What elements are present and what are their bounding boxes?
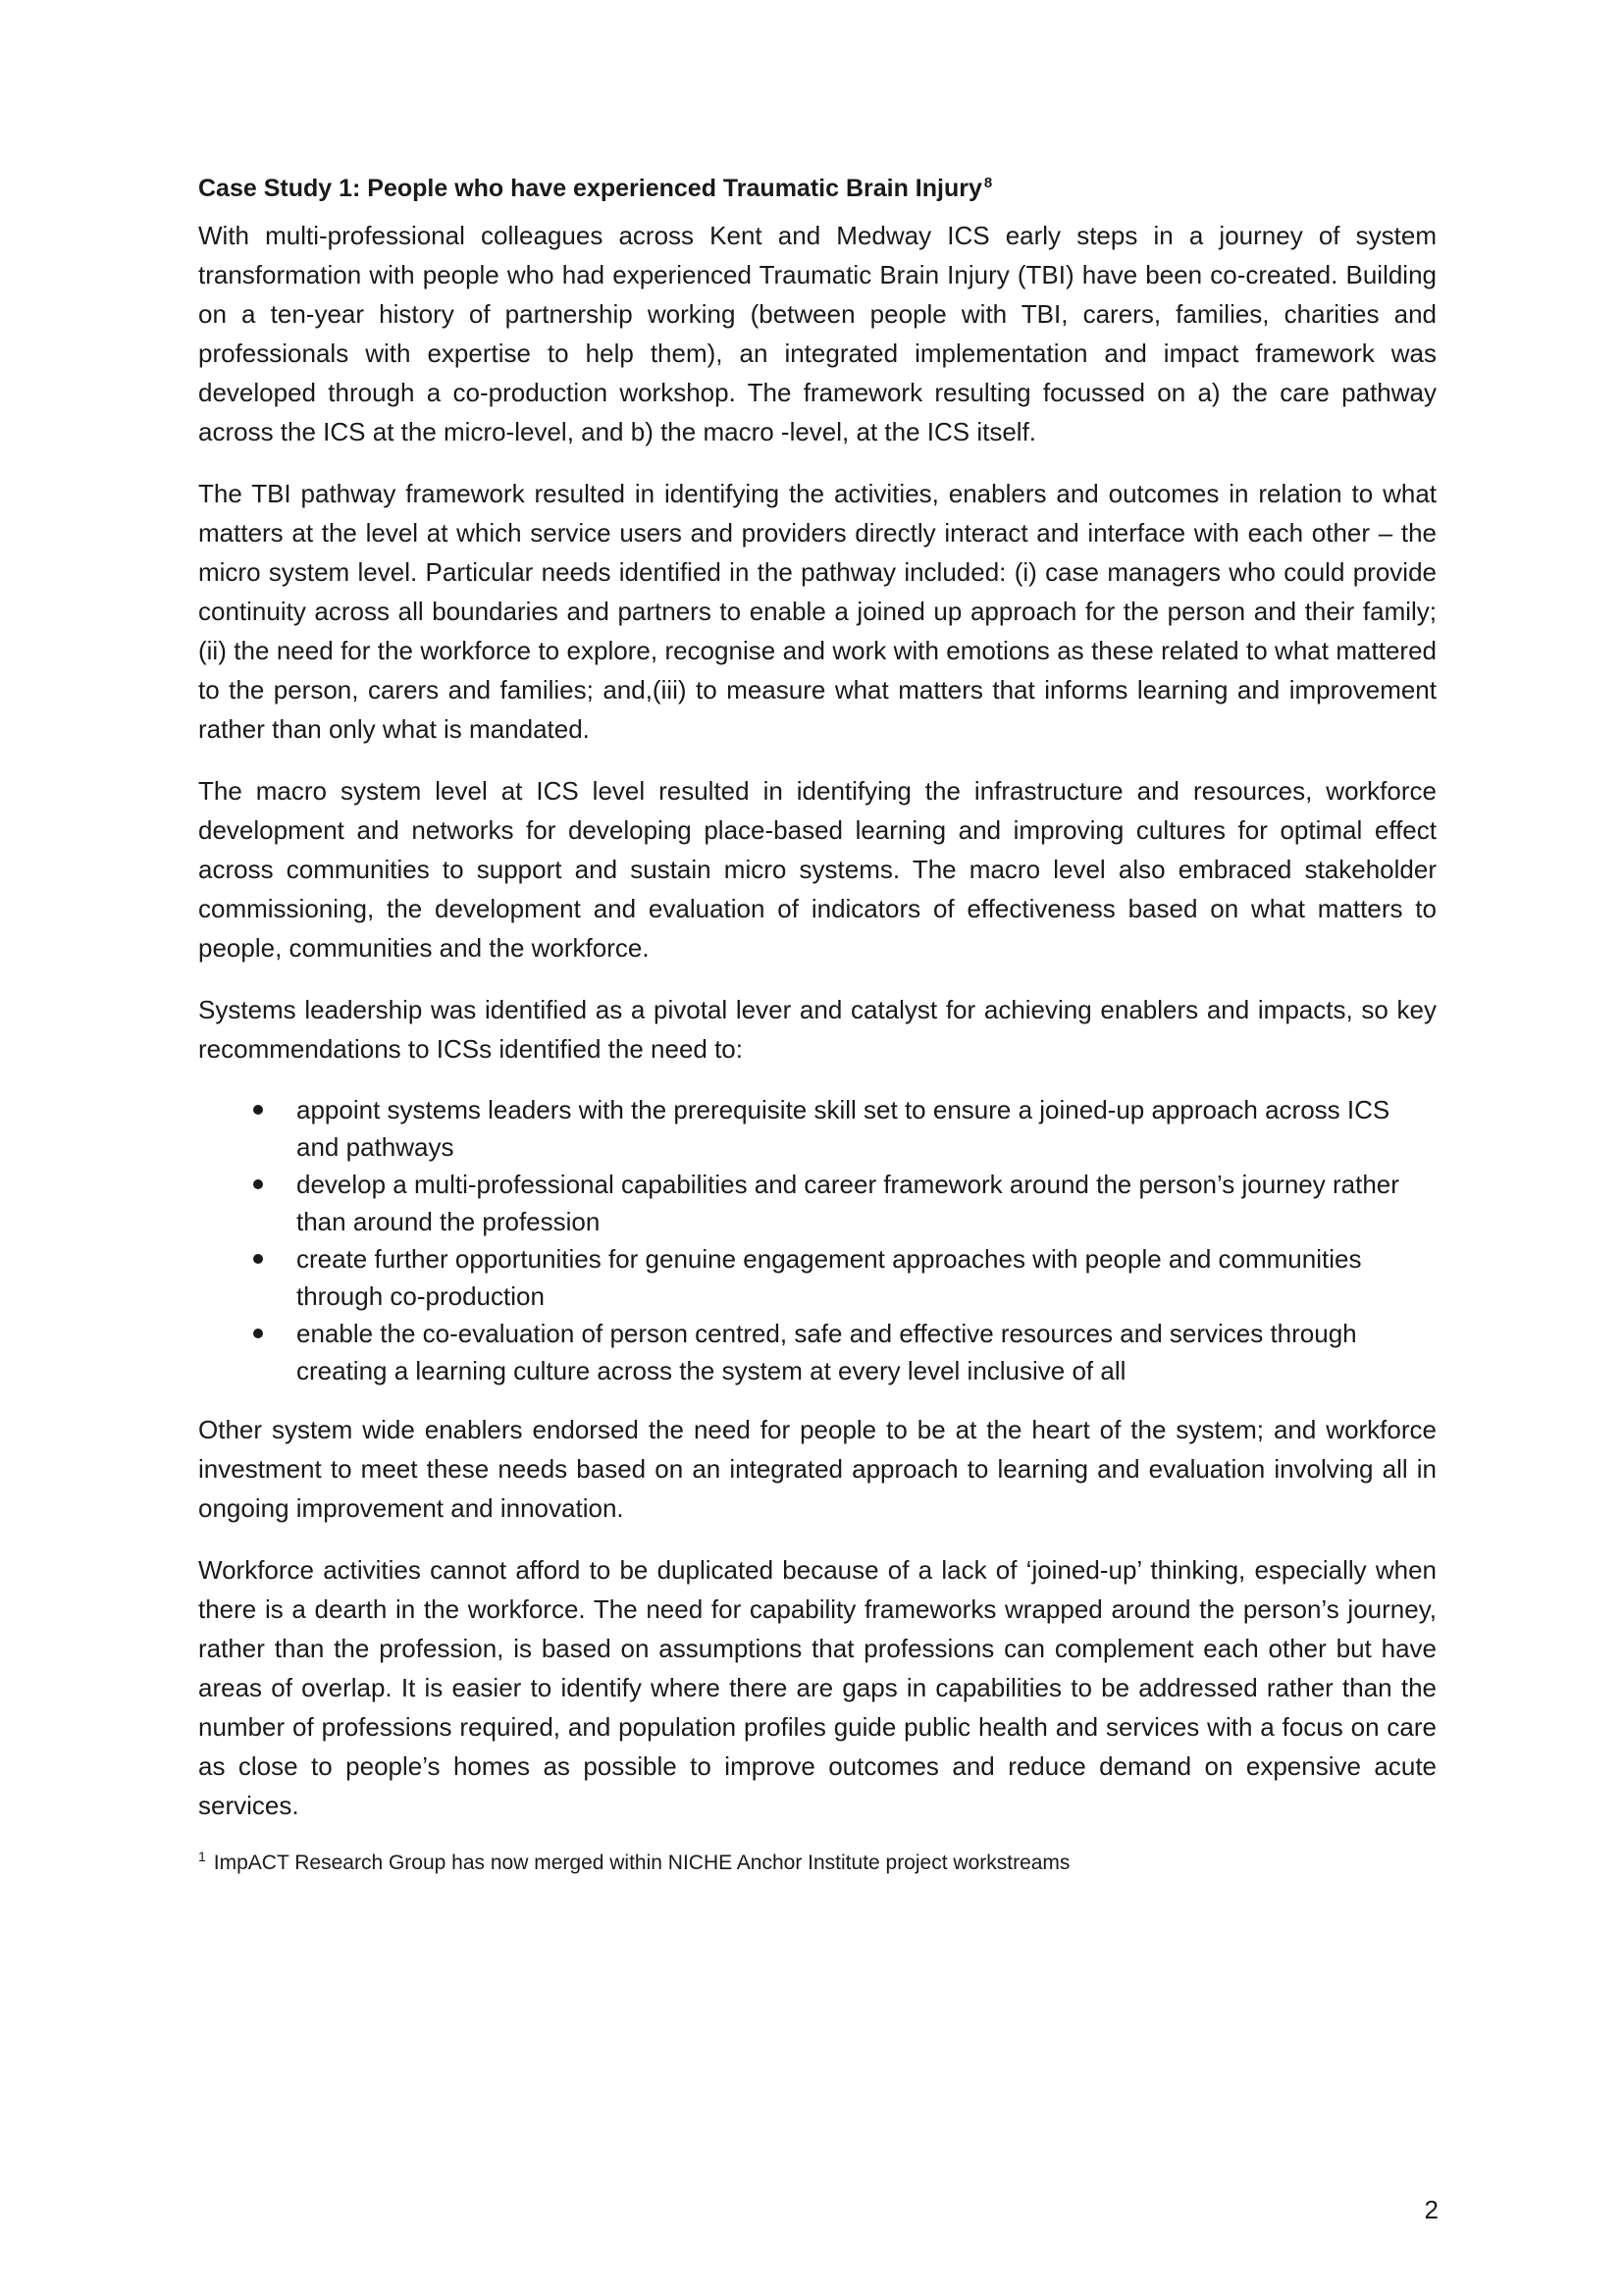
paragraph-system-enablers: Other system wide enablers endorsed the need for people to be at the heart of the system; and workforce investment to meet these needs based on an integrated approach to learning and evaluation involving all in ongoing improvement and innovation. — [198, 1415, 1437, 1523]
footnote-text: ImpACT Research Group has now merged within NICHE Anchor Institute project workstreams — [213, 1852, 1071, 1874]
list-item: create further opportunities for genuine engagement approaches with people and communities through co-production — [198, 1240, 1437, 1315]
paragraph-intro: With multi-professional colleagues across Kent and Medway ICS early steps in a journey of system transformation with people who had experienced Traumatic Brain Injury (TBI) have been co-created. Building on a ten-year history of partnership working (between people with TBI, carers, families, charities and professionals with expertise to help them), an integrated implementation and impact framework was developed through a co-production workshop. The framework resulting focussed on a) the care pathway across the ICS at the micro-level, and b) the macro -level, at the ICS itself. — [198, 221, 1437, 446]
case-study-heading — [198, 169, 1437, 208]
footnote-reference: 8 — [983, 174, 993, 191]
recommendations-list — [198, 1091, 1437, 1389]
footnote — [198, 1848, 1437, 1879]
page-content — [198, 169, 1437, 1879]
paragraph-workforce-activities: Workforce activities cannot afford to be duplicated because of a lack of ‘joined-up’ thinking, especially when there is a dearth in the workforce. The need for capability frameworks wrapped around the person’s journey, rather than the profession, is based on assumptions that professions can complement each other but have areas of overlap. It is easier to identify where there are gaps in capabilities to be addressed rather than the number of professions required, and population profiles guide public health and services with a focus on care as close to people’s homes as possible to improve outcomes and reduce demand on expensive acute services. — [198, 1555, 1437, 1820]
paragraph-macro-level: The macro system level at ICS level resulted in identifying the infrastructure and resources, workforce development and networks for developing place-based learning and improving cultures for optimal effect across communities to support and sustain micro systems. The macro level also embraced stakeholder commissioning, the development and evaluation of indicators of effectiveness based on what matters to people, communities and the workforce. — [198, 776, 1437, 963]
page-number: 2 — [1424, 2195, 1439, 2224]
case-study-title: Case Study 1: People who have experienced Traumatic Brain Injury — [198, 175, 982, 202]
paragraph-micro-level: The TBI pathway framework resulted in identifying the activities, enablers and outcomes in relation to what matters at the level at which service users and providers directly interact and interface with each other – the micro system level. Particular needs identified in the pathway included: (i) case managers who could provide continuity across all boundaries and partners to enable a joined up approach for the person and their family; (ii) the need for the workforce to explore, recognise and work with emotions as these related to what mattered to the person, carers and families; and,(iii) to measure what matters that informs learning and improvement rather than only what is mandated. — [198, 479, 1437, 744]
list-item: develop a multi-professional capabilities and career framework around the person’s journey rather than around the profession — [198, 1166, 1437, 1240]
list-item: enable the co-evaluation of person centred, safe and effective resources and services through creating a learning culture across the system at every level inclusive of all — [198, 1315, 1437, 1389]
paragraph-systems-leadership: Systems leadership was identified as a pivotal lever and catalyst for achieving enablers and impacts, so key recommendations to ICSs identified the need to: — [198, 995, 1437, 1064]
list-item: appoint systems leaders with the prerequisite skill set to ensure a joined-up approach across ICS and pathways — [198, 1091, 1437, 1166]
footnote-marker: 1 — [198, 1849, 206, 1864]
